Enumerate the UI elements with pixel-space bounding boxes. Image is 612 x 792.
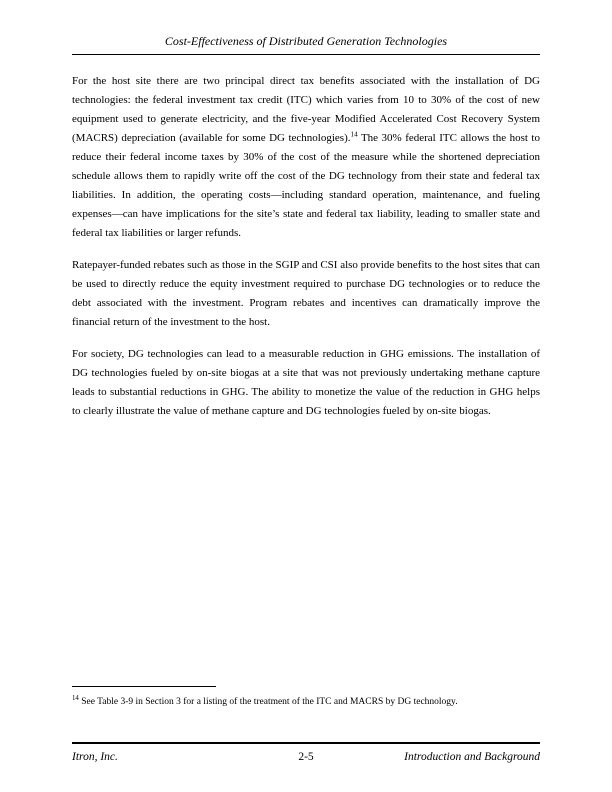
footnote-14 bbox=[72, 696, 540, 709]
footer-section-title: Introduction and Background bbox=[404, 751, 540, 763]
paragraph-tax-benefits-text: For the host site there are two principal direct tax benefits associated with the installation of DG technologies: the federal investment tax credit (ITC) which varies from 10 to 30% of the cost of new equipment used to generate electricity, and the five-year Modified Accelerated Cost Recovery System (MACRS) depreciation (available for some DG technologies). bbox=[72, 75, 540, 144]
running-head-title: Cost-Effectiveness of Distributed Generation Technologies bbox=[164, 34, 448, 48]
page-number: 2-5 bbox=[298, 751, 314, 763]
paragraph-tax-benefits bbox=[72, 72, 540, 243]
page-footer bbox=[72, 742, 540, 764]
paragraph-ghg: For society, DG technologies can lead to a measurable reduction in GHG emissions. The installation of DG technologies fueled by on-site biogas at a site that was not previously undertaking methane capture leads to substantial reductions in GHG. The ability to monetize the value of the reduction in GHG helps to clearly illustrate the value of methane capture and DG technologies fueled by on-site biogas. bbox=[72, 348, 540, 417]
paragraph-rebates: Ratepayer-funded rebates such as those in the SGIP and CSI also provide benefits to the host sites that can be used to directly reduce the equity investment required to purchase DG technologies or to reduce the debt associated with the investment. Program rebates and incentives can dramatically improve the financial return of the investment to the host. bbox=[72, 259, 540, 328]
footer-company-name: Itron, Inc. bbox=[72, 751, 118, 763]
paragraph-tax-benefits-continued: The 30% federal ITC allows the host to reduce their federal income taxes by 30% of the cost of the measure while the shortened depreciation schedule allows them to rapidly write off the cost of the DG technology from their state and federal tax liabilities. In addition, the operating costs—including standard operation, maintenance, and fueling expenses—can have implications for the site’s state and federal tax liability, leading to smaller state and federal tax liabilities or larger refunds. bbox=[72, 132, 540, 239]
footnote-text: See Table 3-9 in Section 3 for a listing of the treatment of the ITC and MACRS by DG technology. bbox=[81, 697, 458, 707]
footnote-area bbox=[72, 686, 540, 709]
page-header bbox=[72, 34, 540, 55]
document-body bbox=[72, 72, 540, 434]
footnote-separator-rule bbox=[72, 686, 216, 687]
footnote-reference-14: 14 bbox=[350, 130, 358, 139]
footnote-number: 14 bbox=[72, 694, 79, 702]
